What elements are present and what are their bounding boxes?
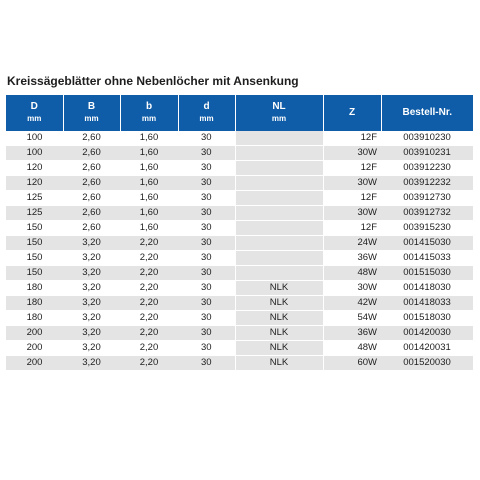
column-header-unit: mm (199, 114, 214, 123)
cell-b-body: 1,60 (120, 221, 178, 236)
cell-d-outer: 125 (6, 206, 63, 221)
cell-b-body: 2,20 (120, 356, 178, 371)
table-row (6, 221, 473, 236)
column-header-d-outer (6, 95, 63, 131)
cell-order-number: 001520030 (381, 356, 473, 371)
cell-order-number: 003912230 (381, 161, 473, 176)
column-header-unit: mm (84, 114, 99, 123)
table-row (6, 236, 473, 251)
table-row (6, 356, 473, 371)
cell-d-outer: 120 (6, 161, 63, 176)
cell-z-teeth: 12F (323, 191, 381, 206)
cell-b-body: 1,60 (120, 206, 178, 221)
cell-b-body: 2,20 (120, 266, 178, 281)
cell-order-number: 003912232 (381, 176, 473, 191)
cell-d-outer: 100 (6, 146, 63, 161)
table-row (6, 206, 473, 221)
cell-order-number: 001420030 (381, 326, 473, 341)
cell-nl: NLK (235, 356, 323, 371)
cell-b-body: 1,60 (120, 131, 178, 146)
table-row (6, 191, 473, 206)
table-row (6, 311, 473, 326)
cell-d-outer: 150 (6, 236, 63, 251)
column-header-label: b (145, 101, 153, 112)
table-row (6, 281, 473, 296)
cell-b-width: 3,20 (63, 296, 120, 311)
cell-nl (235, 131, 323, 146)
cell-d-bore: 30 (178, 326, 235, 341)
cell-nl: NLK (235, 296, 323, 311)
table-body (6, 131, 473, 371)
cell-b-width: 2,60 (63, 161, 120, 176)
cell-nl (235, 221, 323, 236)
table-row (6, 161, 473, 176)
cell-d-outer: 180 (6, 311, 63, 326)
cell-nl: NLK (235, 326, 323, 341)
cell-z-teeth: 54W (323, 311, 381, 326)
cell-b-body: 2,20 (120, 311, 178, 326)
cell-order-number: 003910230 (381, 131, 473, 146)
column-header-label: NL (272, 101, 286, 112)
cell-order-number: 001415030 (381, 236, 473, 251)
cell-d-outer: 100 (6, 131, 63, 146)
cell-z-teeth: 12F (323, 161, 381, 176)
cell-d-bore: 30 (178, 296, 235, 311)
column-header-b-width (63, 95, 120, 131)
cell-z-teeth: 12F (323, 131, 381, 146)
cell-b-width: 3,20 (63, 281, 120, 296)
column-header-label: Bestell-Nr. (402, 107, 452, 118)
cell-d-bore: 30 (178, 161, 235, 176)
cell-b-body: 2,20 (120, 296, 178, 311)
cell-d-outer: 125 (6, 191, 63, 206)
column-header-z-teeth (323, 95, 381, 131)
cell-z-teeth: 60W (323, 356, 381, 371)
cell-order-number: 003910231 (381, 146, 473, 161)
cell-b-width: 2,60 (63, 191, 120, 206)
cell-nl: NLK (235, 311, 323, 326)
cell-nl (235, 206, 323, 221)
cell-d-outer: 150 (6, 221, 63, 236)
cell-d-bore: 30 (178, 251, 235, 266)
cell-b-width: 2,60 (63, 176, 120, 191)
column-header-label: d (203, 101, 210, 112)
cell-d-bore: 30 (178, 281, 235, 296)
table-row (6, 296, 473, 311)
cell-b-body: 2,20 (120, 341, 178, 356)
cell-b-body: 2,20 (120, 251, 178, 266)
cell-d-bore: 30 (178, 131, 235, 146)
cell-b-width: 3,20 (63, 356, 120, 371)
column-header-unit: mm (271, 114, 287, 123)
cell-z-teeth: 12F (323, 221, 381, 236)
cell-b-width: 2,60 (63, 146, 120, 161)
cell-nl (235, 191, 323, 206)
cell-b-body: 1,60 (120, 191, 178, 206)
cell-nl (235, 146, 323, 161)
table-row (6, 266, 473, 281)
cell-d-outer: 200 (6, 356, 63, 371)
cell-b-width: 3,20 (63, 326, 120, 341)
cell-nl (235, 161, 323, 176)
cell-order-number: 001420031 (381, 341, 473, 356)
table-row (6, 131, 473, 146)
cell-z-teeth: 42W (323, 296, 381, 311)
cell-d-outer: 200 (6, 341, 63, 356)
table-header (6, 95, 473, 131)
cell-z-teeth: 24W (323, 236, 381, 251)
cell-b-body: 2,20 (120, 326, 178, 341)
cell-b-body: 2,20 (120, 281, 178, 296)
cell-d-bore: 30 (178, 311, 235, 326)
cell-b-width: 2,60 (63, 206, 120, 221)
table-row (6, 251, 473, 266)
cell-nl (235, 236, 323, 251)
cell-d-bore: 30 (178, 206, 235, 221)
column-header-b-body (120, 95, 178, 131)
cell-b-width: 3,20 (63, 341, 120, 356)
cell-d-outer: 150 (6, 266, 63, 281)
cell-z-teeth: 30W (323, 146, 381, 161)
cell-order-number: 003912732 (381, 206, 473, 221)
product-table (6, 95, 473, 371)
cell-d-bore: 30 (178, 146, 235, 161)
cell-b-width: 2,60 (63, 221, 120, 236)
column-header-label: B (87, 101, 96, 112)
cell-d-bore: 30 (178, 221, 235, 236)
cell-b-body: 1,60 (120, 146, 178, 161)
cell-order-number: 001418033 (381, 296, 473, 311)
cell-z-teeth: 48W (323, 266, 381, 281)
cell-d-outer: 150 (6, 251, 63, 266)
cell-order-number: 003912730 (381, 191, 473, 206)
cell-order-number: 001415033 (381, 251, 473, 266)
cell-b-body: 1,60 (120, 161, 178, 176)
cell-nl (235, 176, 323, 191)
column-header-d-bore (178, 95, 235, 131)
cell-b-width: 3,20 (63, 266, 120, 281)
cell-z-teeth: 30W (323, 176, 381, 191)
cell-d-bore: 30 (178, 341, 235, 356)
cell-d-bore: 30 (178, 191, 235, 206)
cell-z-teeth: 30W (323, 281, 381, 296)
cell-order-number: 001515030 (381, 266, 473, 281)
table-row (6, 146, 473, 161)
cell-nl: NLK (235, 341, 323, 356)
table-row (6, 176, 473, 191)
cell-d-outer: 200 (6, 326, 63, 341)
cell-b-body: 1,60 (120, 176, 178, 191)
cell-z-teeth: 36W (323, 251, 381, 266)
cell-b-width: 3,20 (63, 236, 120, 251)
table-row (6, 341, 473, 356)
cell-order-number: 001418030 (381, 281, 473, 296)
column-header-label: Z (348, 107, 356, 118)
table-row (6, 326, 473, 341)
column-header-unit: mm (27, 114, 42, 123)
column-header-order-number (381, 95, 473, 131)
cell-nl (235, 266, 323, 281)
cell-z-teeth: 30W (323, 206, 381, 221)
cell-order-number: 003915230 (381, 221, 473, 236)
cell-b-body: 2,20 (120, 236, 178, 251)
cell-nl (235, 251, 323, 266)
column-header-nl (235, 95, 323, 131)
page-title: Kreissägeblätter ohne Nebenlöcher mit Ansenkung (7, 74, 299, 88)
column-header-label: D (30, 101, 38, 112)
column-header-unit: mm (141, 114, 157, 123)
header-row (6, 95, 473, 131)
cell-b-width: 3,20 (63, 251, 120, 266)
cell-b-width: 2,60 (63, 131, 120, 146)
cell-d-outer: 180 (6, 281, 63, 296)
cell-d-outer: 120 (6, 176, 63, 191)
cell-d-bore: 30 (178, 356, 235, 371)
cell-d-bore: 30 (178, 176, 235, 191)
cell-d-bore: 30 (178, 236, 235, 251)
cell-z-teeth: 36W (323, 326, 381, 341)
cell-nl: NLK (235, 281, 323, 296)
cell-order-number: 001518030 (381, 311, 473, 326)
cell-b-width: 3,20 (63, 311, 120, 326)
cell-z-teeth: 48W (323, 341, 381, 356)
cell-d-bore: 30 (178, 266, 235, 281)
cell-d-outer: 180 (6, 296, 63, 311)
